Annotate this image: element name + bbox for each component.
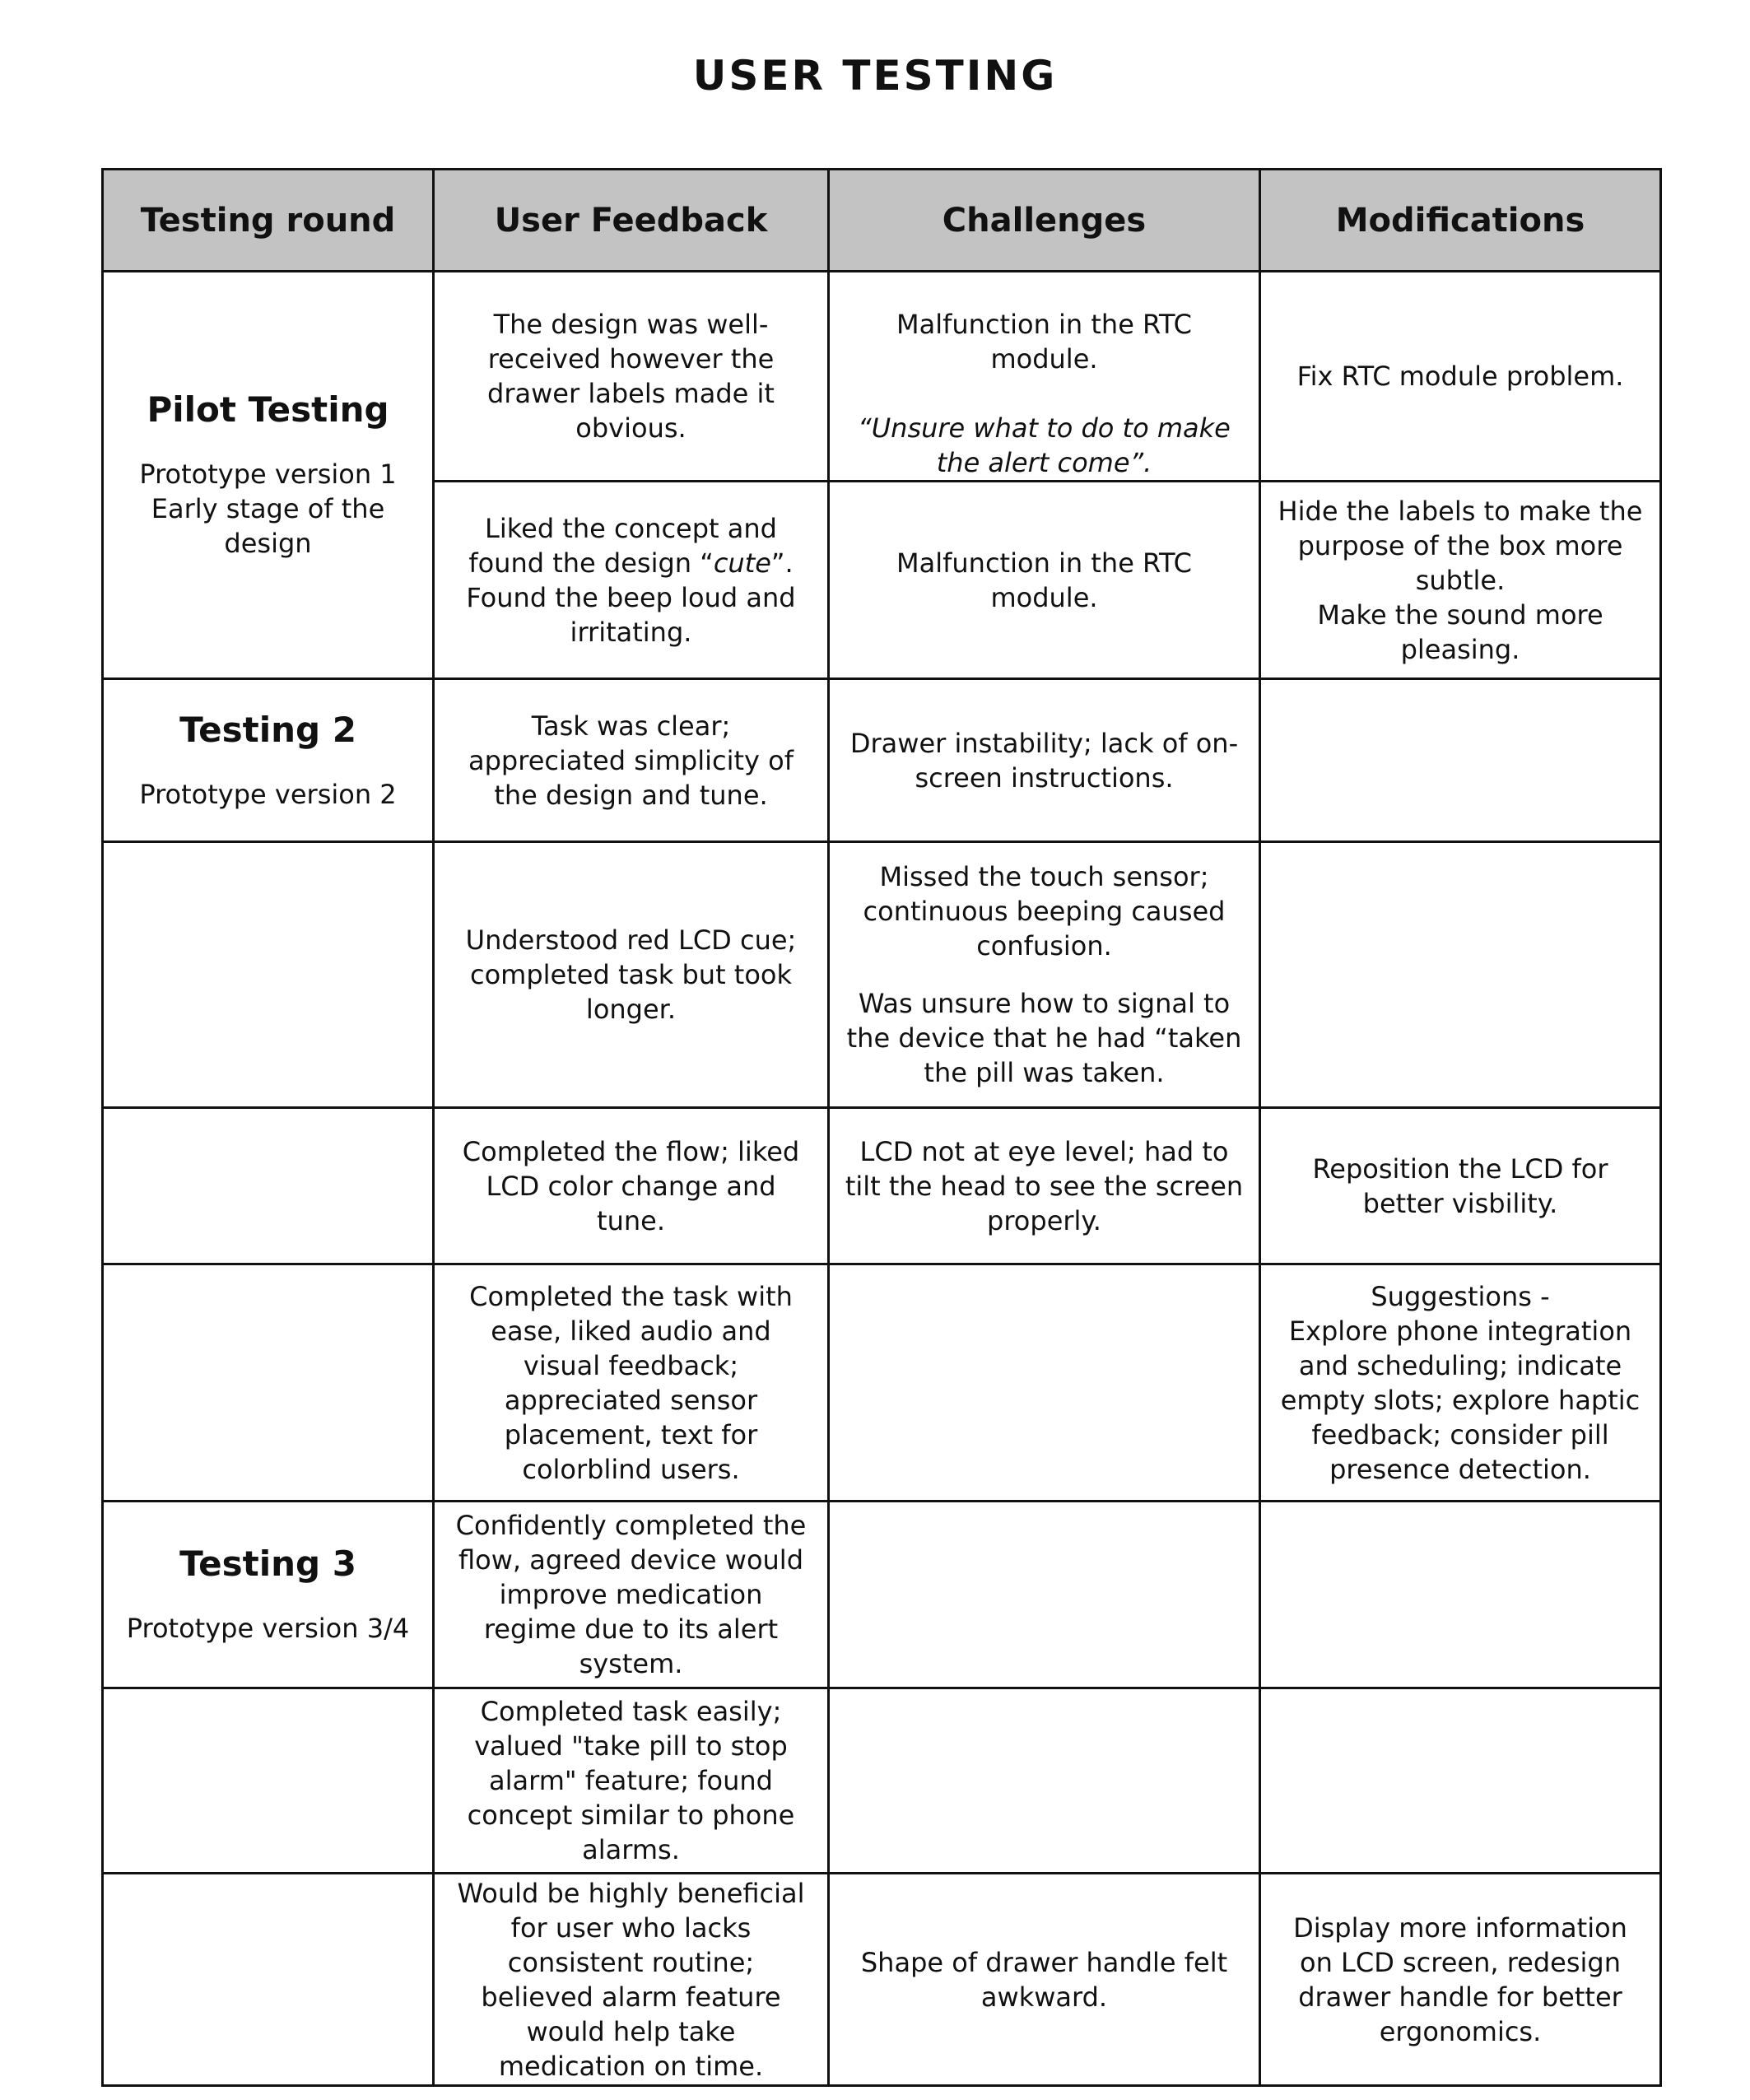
modifications-cell — [1260, 272, 1661, 482]
challenges-text: Drawer instability; lack of on-screen instructions. — [849, 727, 1239, 794]
modifications-cell — [1260, 679, 1661, 842]
modifications-cell — [1260, 1264, 1661, 1502]
challenges-cell — [829, 1874, 1260, 2086]
table-row — [103, 1502, 1661, 1688]
table-row — [103, 679, 1661, 842]
table-row — [103, 1264, 1661, 1502]
challenges-cell — [829, 482, 1260, 679]
feedback-text: Understood red LCD cue; completed task but took longer. — [465, 924, 797, 1025]
round-cell-empty — [103, 1264, 434, 1502]
table-row — [103, 1688, 1661, 1874]
round-cell-testing-2 — [103, 679, 434, 842]
header-modifications: Modifications — [1260, 170, 1661, 272]
feedback-text: Completed the flow; liked LCD color change and tune. — [462, 1135, 800, 1236]
round-cell-empty — [103, 1108, 434, 1264]
modifications-cell — [1260, 482, 1661, 679]
feedback-cell — [434, 272, 829, 482]
feedback-cell — [434, 679, 829, 842]
feedback-cell — [434, 1108, 829, 1264]
challenges-text: LCD not at eye level; had to tilt the head to see the screen properly. — [845, 1135, 1244, 1236]
round-description: Prototype version 2 — [139, 778, 397, 810]
modifications-cell — [1260, 1874, 1661, 2086]
challenges-text: Missed the touch sensor; continuous beeping caused confusion. — [863, 861, 1226, 962]
modifications-text: Display more information on LCD screen, redesign drawer handle for better ergonomics. — [1293, 1911, 1627, 2047]
round-cell-empty — [103, 842, 434, 1108]
challenges-quote: “Unsure what to do to make the alert come”. — [858, 412, 1231, 478]
round-name: Pilot Testing — [147, 389, 389, 430]
header-testing-round: Testing round — [103, 170, 434, 272]
challenges-cell — [829, 1688, 1260, 1874]
round-name: Testing 3 — [179, 1544, 356, 1584]
challenges-text: Was unsure how to signal to the device that he had “taken the pill was taken. — [846, 988, 1242, 1088]
modifications-text: Suggestions - Explore phone integration and scheduling; indicate empty slots; explore haptic feedback; consider pill presence detection. — [1280, 1280, 1641, 1485]
challenges-cell — [829, 842, 1260, 1108]
feedback-quote-word: cute — [713, 547, 771, 579]
modifications-cell — [1260, 1502, 1661, 1688]
feedback-text: Would be highly beneficial for user who lacks consistent routine; believed alarm feature would help take medication on time. — [457, 1877, 805, 2082]
user-testing-table — [101, 168, 1662, 2087]
modifications-cell — [1260, 1108, 1661, 1264]
challenges-cell — [829, 1264, 1260, 1502]
feedback-text — [449, 511, 812, 650]
feedback-text: The design was well-received however the drawer labels made it obvious. — [487, 309, 775, 444]
round-description: Prototype version 1 Early stage of the design — [139, 459, 397, 559]
modifications-text: Hide the labels to make the purpose of the box more subtle. Make the sound more pleasing. — [1278, 495, 1643, 665]
challenges-cell — [829, 1108, 1260, 1264]
table-row — [103, 1108, 1661, 1264]
feedback-cell — [434, 1874, 829, 2086]
modifications-text: Fix RTC module problem. — [1296, 361, 1624, 392]
round-cell-pilot — [103, 272, 434, 679]
header-user-feedback: User Feedback — [434, 170, 829, 272]
challenges-text — [845, 272, 1244, 480]
round-description: Prototype version 3/4 — [126, 1613, 410, 1644]
challenges-text: Malfunction in the RTC module. — [896, 547, 1192, 613]
feedback-cell — [434, 482, 829, 679]
table-row — [103, 842, 1661, 1108]
feedback-text-start: Liked the concept and found the design “ — [468, 512, 777, 579]
feedback-cell — [434, 1502, 829, 1688]
challenges-cell — [829, 1502, 1260, 1688]
modifications-cell — [1260, 1688, 1661, 1874]
feedback-text: Task was clear; appreciated simplicity of the design and tune. — [468, 710, 794, 811]
round-name: Testing 2 — [179, 709, 356, 750]
table-row — [103, 272, 1661, 482]
challenges-line: Malfunction in the RTC module. — [896, 309, 1192, 375]
modifications-text: Reposition the LCD for better visbility. — [1312, 1152, 1608, 1219]
feedback-cell — [434, 842, 829, 1108]
page-title: USER TESTING — [692, 52, 1058, 100]
modifications-cell — [1260, 842, 1661, 1108]
table-header-row — [103, 170, 1661, 272]
round-cell-empty — [103, 1688, 434, 1874]
round-cell-testing-3 — [103, 1502, 434, 1688]
feedback-text-end: ”. Found the beep loud and irritating. — [466, 547, 796, 648]
feedback-text: Completed task easily; valued "take pill to stop alarm" feature; found concept similar to phone alarms. — [467, 1696, 795, 1865]
header-challenges: Challenges — [829, 170, 1260, 272]
feedback-cell — [434, 1688, 829, 1874]
feedback-cell — [434, 1264, 829, 1502]
table-row — [103, 1874, 1661, 2086]
challenges-cell — [829, 272, 1260, 482]
round-cell-empty — [103, 1874, 434, 2086]
challenges-text: Shape of drawer handle felt awkward. — [860, 1946, 1228, 2013]
feedback-text: Completed the task with ease, liked audio and visual feedback; appreciated sensor placement, text for colorblind users. — [469, 1280, 793, 1485]
feedback-text: Confidently completed the flow, agreed device would improve medication regime due to its alert system. — [455, 1510, 807, 1679]
challenges-cell — [829, 679, 1260, 842]
